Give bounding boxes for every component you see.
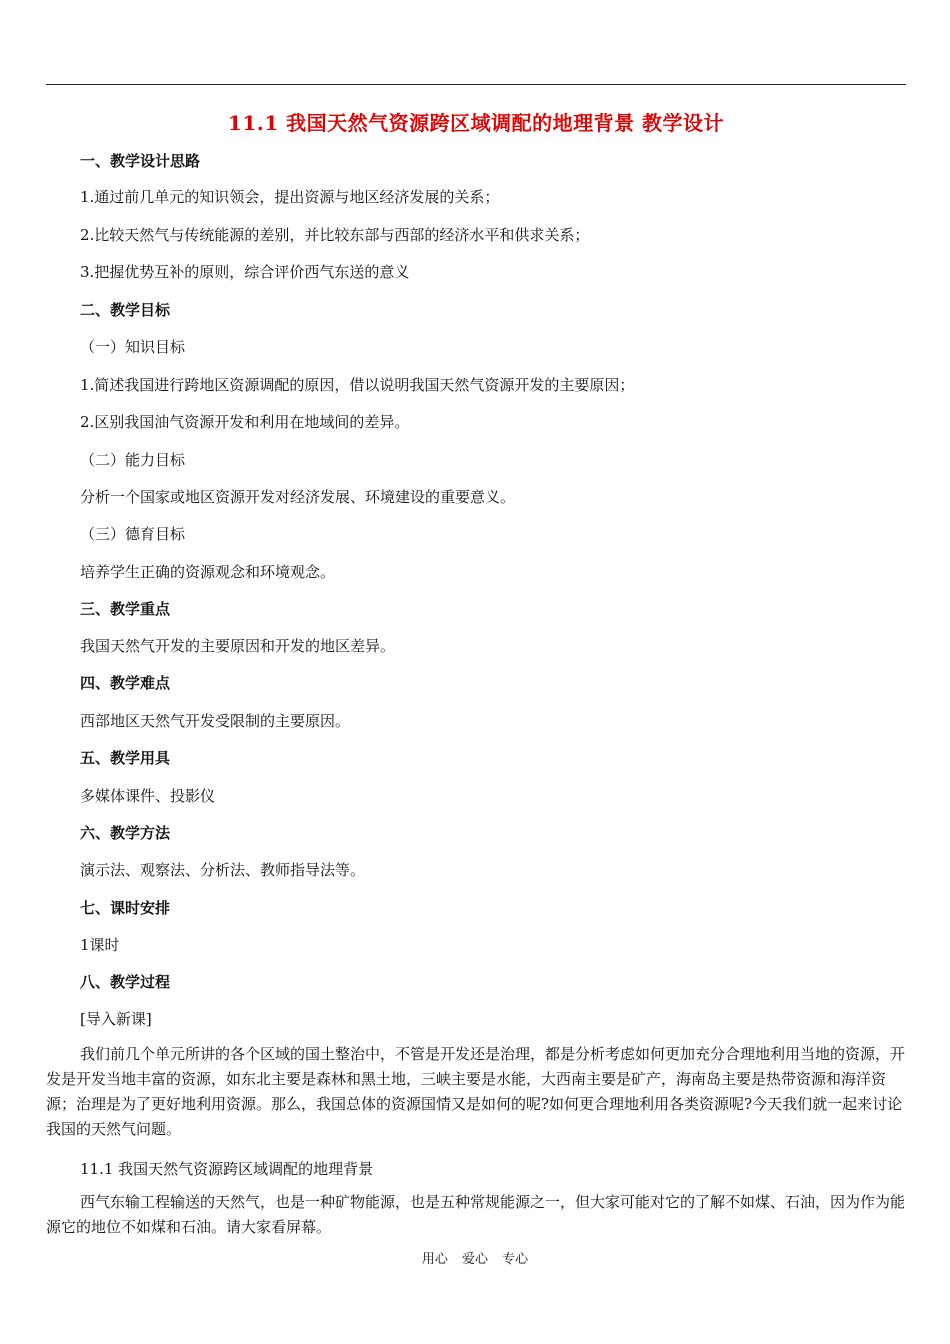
intro-paragraph: 我们前几个单元所讲的各个区域的国土整治中，不管是开发还是治理，都是分析考虑如何更加充分合理地利用当地的资源，开发是开发当地丰富的资源，如东北主要是森林和黑土地，三峡主要是水能，大西南主要是矿产，海南岛主要是热带资源和海洋资源；治理是为了更好地利用资源。那么，我国总体的资源国情又是如何的呢?如何更合理地利用各类资源呢?今天我们就一起来讨论我国的天然气问题。 (46, 1045, 906, 1138)
subheading-moral: （三）德育目标 (80, 525, 186, 543)
subheading-knowledge: （一）知识目标 (80, 338, 186, 356)
text-line: 演示法、观察法、分析法、教师指导法等。 (80, 861, 366, 879)
text-line: 1.简述我国进行跨地区资源调配的原因，借以说明我国天然气资源开发的主要原因； (80, 376, 635, 394)
heading-tools: 五、教学用具 (80, 749, 171, 767)
text-line: [导入新课] (80, 1010, 152, 1028)
text-line: 2.比较天然气与传统能源的差别，并比较东部与西部的经济水平和供求关系； (80, 226, 590, 244)
text-line: 培养学生正确的资源观念和环境观念。 (80, 563, 336, 581)
document-title: 11.1 我国天然气资源跨区域调配的地理背景 教学设计 (227, 111, 725, 135)
text-line: 3.把握优势互补的原则，综合评价西气东送的意义 (80, 263, 410, 281)
heading-methods: 六、教学方法 (80, 824, 171, 842)
text-line: 2.区别我国油气资源开发和利用在地域间的差异。 (80, 413, 410, 431)
text-line: 1课时 (80, 936, 120, 954)
text-line: 分析一个国家或地区资源开发对经济发展、环境建设的重要意义。 (80, 488, 516, 506)
body-paragraph: 西气东输工程输送的天然气，也是一种矿物能源，也是五种常规能源之一，但大家可能对它的了解不如煤、石油，因为作为能源它的地位不如煤和石油。请大家看屏幕。 (46, 1193, 906, 1236)
text-line: 1.通过前几单元的知识领会，提出资源与地区经济发展的关系； (80, 188, 500, 206)
text-line: 我国天然气开发的主要原因和开发的地区差异。 (80, 637, 396, 655)
heading-key-points: 三、教学重点 (80, 600, 171, 618)
heading-schedule: 七、课时安排 (80, 899, 171, 917)
text-line: 多媒体课件、投影仪 (80, 787, 216, 805)
text-line: 西部地区天然气开发受限制的主要原因。 (80, 712, 351, 730)
heading-difficulties: 四、教学难点 (80, 674, 171, 692)
heading-process: 八、教学过程 (80, 973, 171, 991)
heading-objectives: 二、教学目标 (80, 301, 171, 319)
subheading-ability: （二）能力目标 (80, 451, 186, 469)
heading-design-idea: 一、教学设计思路 (80, 152, 201, 170)
section-line: 11.1 我国天然气资源跨区域调配的地理背景 (80, 1160, 374, 1178)
top-rule (46, 84, 906, 85)
page-footer: 用心 爱心 专心 (421, 1252, 529, 1267)
